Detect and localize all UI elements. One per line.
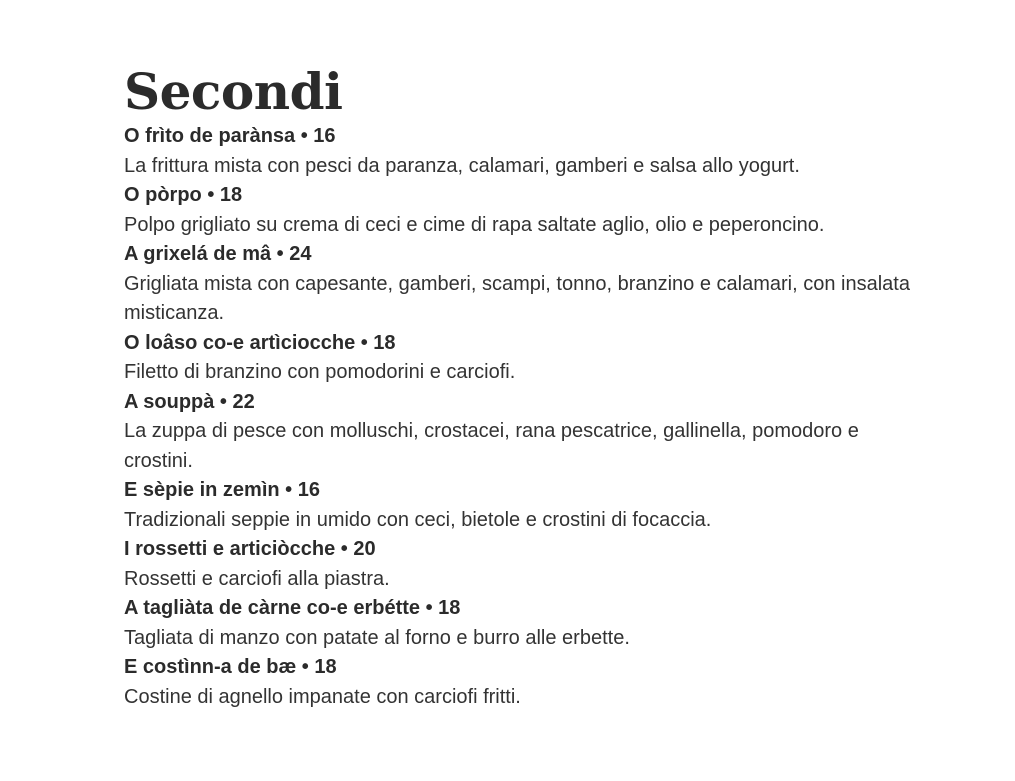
item-name: A souppà • 22 bbox=[124, 390, 255, 413]
item-name: O pòrpo • 18 bbox=[124, 184, 243, 206]
item-description: Rossetti e carciofi alla piastra. bbox=[124, 567, 390, 590]
item-description: Polpo grigliato su crema di ceci e cime di rapa saltate aglio, olio e peperoncino. bbox=[124, 213, 825, 236]
item-description: Tagliata di manzo con patate al forno e burro alle erbette. bbox=[124, 626, 630, 649]
item-name: E costìnn-a de bæ • 18 bbox=[124, 656, 337, 678]
item-name: E sèpie in zemìn • 16 bbox=[124, 479, 320, 501]
menu-item bbox=[124, 181, 924, 240]
item-name: O loâso co-e artìciocche • 18 bbox=[124, 331, 396, 354]
menu-item bbox=[124, 594, 924, 653]
item-name: I rossetti e articiòcche • 20 bbox=[124, 538, 376, 560]
item-name: O frìto de parànsa • 16 bbox=[124, 125, 336, 147]
menu-item bbox=[124, 329, 924, 388]
item-description: Grigliata mista con capesante, gamberi, scampi, tonno, branzino e calamari, con insalata misticanza. bbox=[124, 272, 910, 324]
menu-item bbox=[124, 388, 924, 477]
item-description: La frittura mista con pesci da paranza, calamari, gamberi e salsa allo yogurt. bbox=[124, 154, 800, 177]
menu-item bbox=[124, 122, 924, 181]
menu-item bbox=[124, 535, 924, 594]
item-description: Tradizionali seppie in umido con ceci, bietole e crostini di focaccia. bbox=[124, 508, 712, 531]
item-name: A grixelá de mâ • 24 bbox=[124, 243, 312, 265]
item-name: A tagliàta de càrne co-e erbétte • 18 bbox=[124, 597, 461, 619]
menu-item bbox=[124, 240, 924, 329]
item-description: Filetto di branzino con pomodorini e carciofi. bbox=[124, 361, 516, 383]
menu-item bbox=[124, 653, 924, 712]
section-title: Secondi bbox=[124, 62, 343, 121]
menu-item bbox=[124, 476, 924, 535]
item-description: Costine di agnello impanate con carciofi fritti. bbox=[124, 685, 521, 708]
menu-section bbox=[124, 62, 924, 712]
item-description: La zuppa di pesce con molluschi, crostacei, rana pescatrice, gallinella, pomodoro e crostini. bbox=[124, 420, 859, 472]
